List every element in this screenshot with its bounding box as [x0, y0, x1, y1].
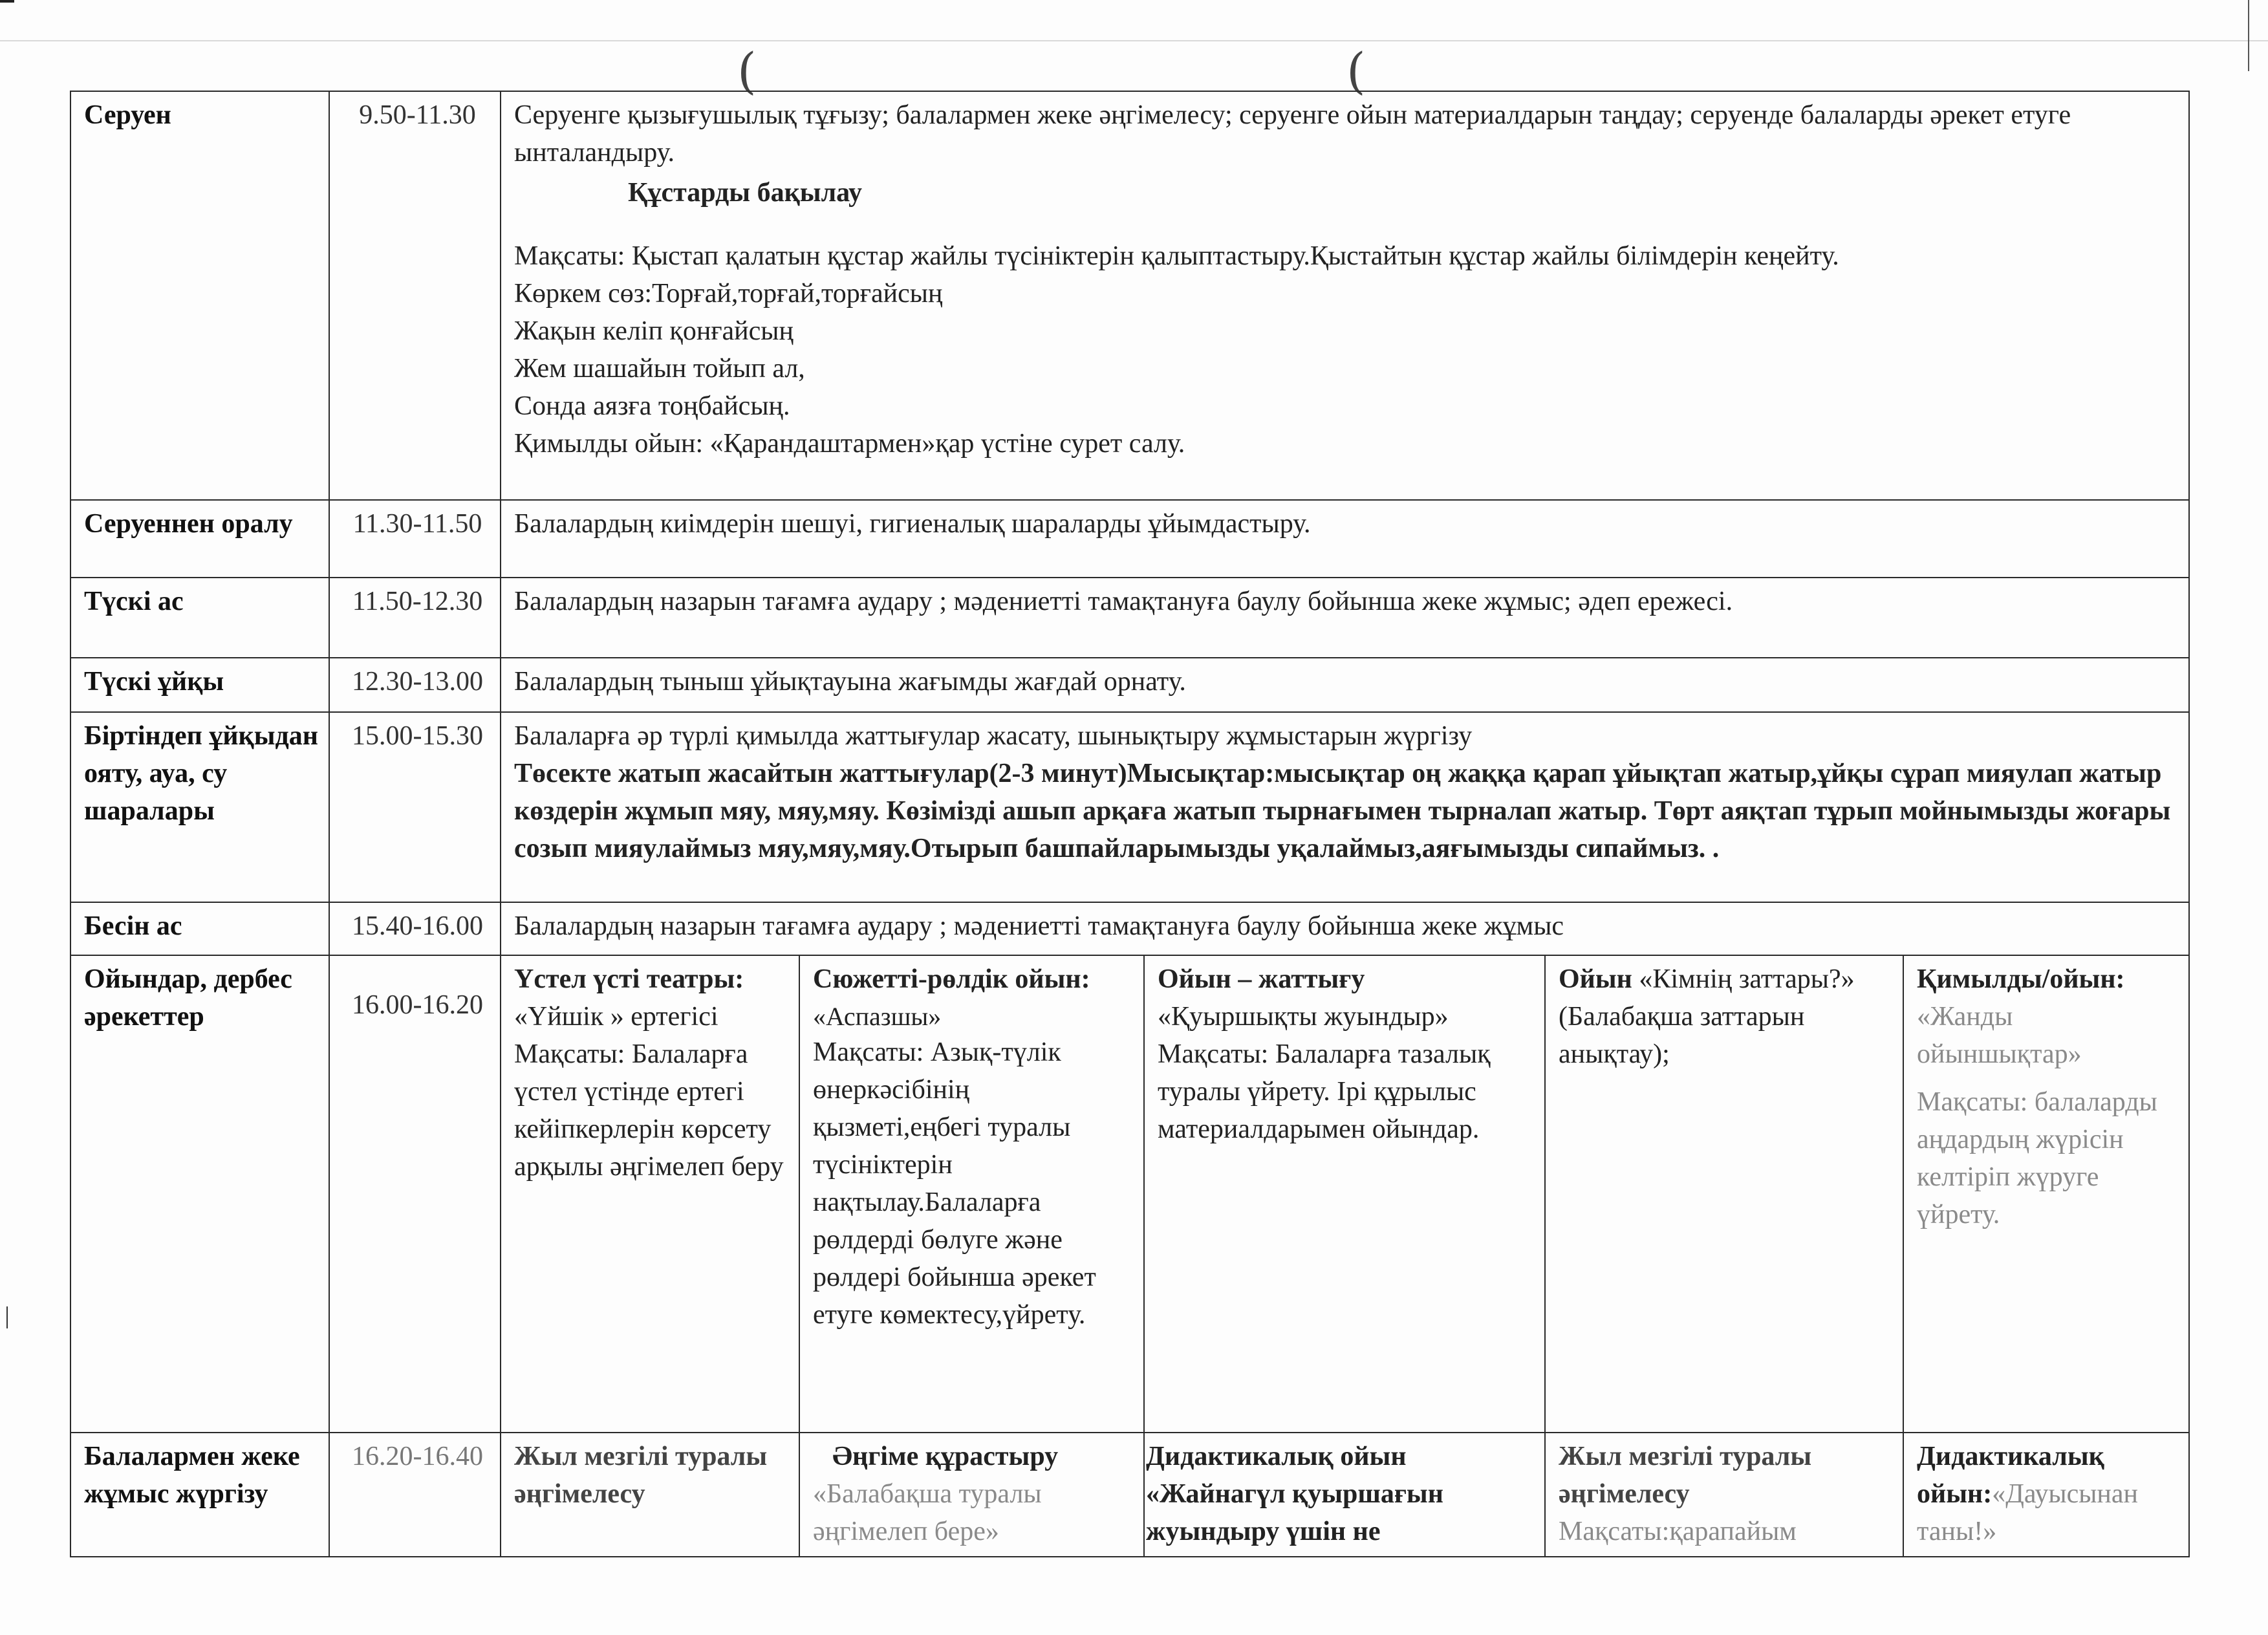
activity-title: Жыл мезгілі туралы әңгімелесу	[1559, 1442, 1812, 1509]
activity-name: «Аспазшы»	[813, 1001, 942, 1031]
activity-title: Ойын	[1559, 964, 1632, 994]
poem-line: Жем шашайын тойып ал,	[514, 353, 805, 384]
activity-cell	[1903, 1433, 2189, 1557]
table-row	[70, 1433, 2189, 1557]
row-time: 9.50-11.30	[329, 91, 501, 500]
scan-corner-mark	[0, 0, 14, 3]
row-label: Бесін ас	[70, 902, 329, 955]
scan-right-mark	[2248, 0, 2249, 71]
activity-title: Ойын – жаттығу	[1158, 964, 1365, 994]
row-content: Балалардың назарын тағамға аудару ; мәдениетті тамақтануға баулу бойынша жеке жұмыс; әдеп ережесі.	[501, 578, 2189, 658]
activity-cell	[501, 1433, 799, 1557]
poem-line: Көркем сөз:Торғай,торғай,торғайсың	[514, 278, 943, 309]
row-time: 11.30-11.50	[329, 500, 501, 578]
row-content	[501, 91, 2189, 500]
activity-goal: Мақсаты: Азық-түлік өнеркәсібінің қызметі,еңбегі туралы түсініктерін нақтылау.Балаларға рөлдерді бөлуге және рөлдері бойынша әрекет етуге көмектесу,үйрету.	[813, 1037, 1096, 1330]
row-label: Түскі ұйқы	[70, 658, 329, 712]
poem-line: Жақын келіп қонғайсың	[514, 316, 794, 346]
scan-bracket-mark: (	[737, 42, 757, 100]
row-content: Балалардың тыныш ұйықтауына жағымды жағдай орнату.	[501, 658, 2189, 712]
row-time: 12.30-13.00	[329, 658, 501, 712]
row-label: Балалармен жеке жұмыс жүргізу	[70, 1433, 329, 1557]
row-label: Біртіндеп ұйқыдан ояту, ауа, су шаралары	[70, 712, 329, 902]
row-content	[501, 712, 2189, 902]
row-label: Серуеннен оралу	[70, 500, 329, 578]
table-row	[70, 658, 2189, 712]
activity-text: «Дауысынан таны!»	[1917, 1478, 2139, 1546]
activity-name: «Үйшік » ертегісі	[514, 1001, 718, 1032]
schedule-table	[70, 91, 2190, 1557]
activity-goal: Мақсаты: Балаларға тазалық туралы үйрету. Ірі құрылыс материалдарымен ойындар.	[1158, 1039, 1491, 1144]
activity-cell	[1144, 1433, 1545, 1557]
activity-cell	[1144, 955, 1545, 1433]
row-label: Ойындар, дербес әрекеттер	[70, 955, 329, 1433]
bed-exercise-text: Төсекте жатып жасайтын жаттығулар(2-3 минут)Мысықтар:мысықтар оң жаққа қарап ұйықтап жатыр,ұйқы сұрап мияулап жатыр көздерін жұмып мяу, мяу,мяу. Көзімізді ашып арқаға жатып тырнағымен тырналап жатыр. Төрт аяқтап тұрып мойнымызды жоғары созып мияулаймыз мяу,мяу,мяу.Отырып башпайларымызды уқалаймыз,аяғымызды сипаймыз. .	[514, 758, 2171, 863]
scan-left-tick	[6, 1306, 8, 1328]
activity-cell	[799, 955, 1144, 1433]
activity-title: Дидактикалық ойын «Жайнагүл қуыршағын жуындыру үшін не	[1146, 1442, 1443, 1546]
table-row	[70, 91, 2189, 500]
table-row	[70, 955, 2189, 1433]
activity-cell	[1545, 1433, 1903, 1557]
walk-intro-text: Серуенге қызығушылық тұғызу; балалармен жеке әңгімелесу; серуенге ойын материалдарын таңдау; серуенде балаларды әрекет етуге ынталандыру.	[514, 100, 2071, 168]
activity-goal: Мақсаты: балаларды аңдардың жүрісін келтіріп жүруге үйрету.	[1917, 1087, 2157, 1229]
activity-title: Жыл мезгілі туралы әңгімелесу	[514, 1442, 768, 1509]
activity-name: «Қуыршықты жуындыр»	[1158, 1001, 1449, 1032]
activity-cell	[1903, 955, 2189, 1433]
activity-name: «Кімнің заттары?» (Балабақша заттарын анықтау);	[1559, 964, 1855, 1069]
activity-cell	[501, 955, 799, 1433]
movement-game-text: Қимылды ойын: «Қарандаштармен»қар үстіне сурет салу.	[514, 428, 1185, 459]
activity-text: Мақсаты:қарапайым	[1559, 1516, 1797, 1546]
activity-title: Қимылды/ойын:	[1917, 964, 2125, 994]
row-time: 15.40-16.00	[329, 902, 501, 955]
row-time: 16.00-16.20	[329, 955, 501, 1433]
row-content: Балалардың назарын тағамға аудару ; мәдениетті тамақтануға баулу бойынша жеке жұмыс	[501, 902, 2189, 955]
row-time: 11.50-12.30	[329, 578, 501, 658]
table-row	[70, 902, 2189, 955]
wakeup-intro-text: Балаларға әр түрлі қимылда жаттығулар жасату, шынықтыру жұмыстарын жүргізу	[514, 721, 1473, 751]
walk-heading: Құстарды бақылау	[628, 177, 863, 208]
row-content: Балалардың киімдерін шешуі, гигиеналық шараларды ұйымдастыру.	[501, 500, 2189, 578]
poem-line: Сонда аязға тоңбайсың.	[514, 391, 790, 421]
row-label: Серуен	[70, 91, 329, 500]
table-row	[70, 712, 2189, 902]
row-time: 15.00-15.30	[329, 712, 501, 902]
activity-text: «Балабақша туралы әңгімелеп бере»	[813, 1478, 1042, 1546]
table-row	[70, 500, 2189, 578]
activity-title: Сюжетті-рөлдік ойын:	[813, 964, 1090, 994]
activity-cell	[799, 1433, 1144, 1557]
scan-bracket-mark: (	[1346, 42, 1366, 100]
row-label: Түскі ас	[70, 578, 329, 658]
walk-goal-text: Мақсаты: Қыстап қалатын құстар жайлы түсініктерін қалыптастыру.Қыстайтын құстар жайлы білімдерін кеңейту.	[514, 241, 1839, 271]
activity-title: Дидактикалық ойын:	[1917, 1442, 2104, 1509]
activity-name: «Жанды ойыншықтар»	[1917, 1001, 2082, 1069]
activity-goal: Мақсаты: Балаларға үстел үстінде ертегі кейіпкерлерін көрсету арқылы әңгімелеп беру	[514, 1039, 784, 1182]
row-time: 16.20-16.40	[329, 1433, 501, 1557]
table-row	[70, 578, 2189, 658]
activity-title: Үстел үсті театры:	[514, 964, 744, 994]
activity-title: Әңгіме құрастыру	[832, 1442, 1059, 1471]
activity-cell	[1545, 955, 1903, 1433]
scan-edge-line	[0, 40, 2268, 41]
